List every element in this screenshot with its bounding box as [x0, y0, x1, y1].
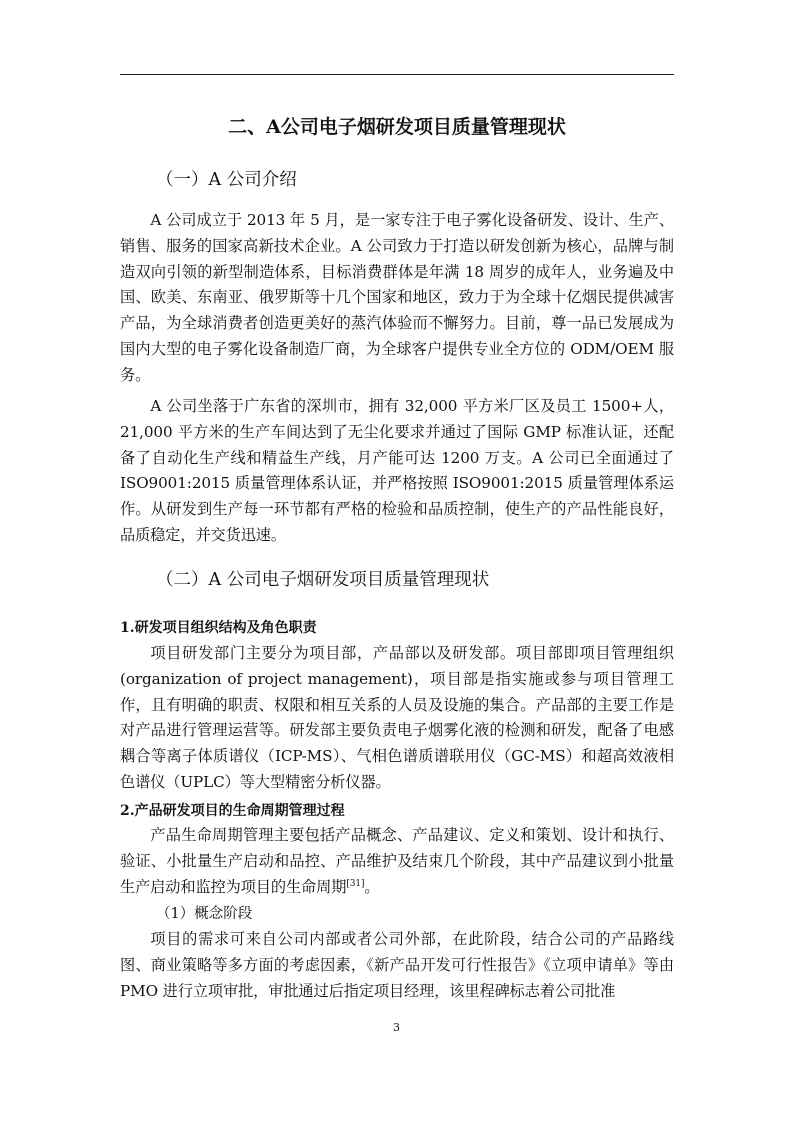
- header-rule: [120, 74, 674, 75]
- subheading-lifecycle: 2.产品研发项目的生命周期管理过程: [120, 803, 345, 819]
- page-number: 3: [393, 1021, 400, 1034]
- concept-stage-paragraph: 项目的需求可来自公司内部或者公司外部，在此阶段，结合公司的产品路线图、商业策略等多方面的考虑因素，《新产品开发可行性报告》《立项申请单》等由 PMO 进行立项审批，审批通过后指定项目经理，该里程碑标志着公司批准: [120, 930, 674, 1000]
- company-intro-paragraph-1: A 公司成立于 2013 年 5 月，是一家专注于电子雾化设备研发、设计、生产、销售、服务的国家高新技术企业。A 公司致力于打造以研发创新为核心，品牌与制造双向引领的新型制造体系，目标消费群体是年满 18 周岁的成年人，业务遍及中国、欧美、东南亚、俄罗斯等十几个国家和地区，致力于为全球十亿烟民提供减害产品，为全球消费者创造更美好的蒸汽体验而不懈努力。目前，尊一品已发展成为国内大型的电子雾化设备制造厂商，为全球客户提供专业全方位的 ODM/OEM 服务。: [120, 211, 674, 384]
- citation-marker: [31]: [346, 878, 365, 889]
- lifecycle-paragraph: [120, 823, 674, 900]
- section-title-company-intro: （一）A 公司介绍: [156, 170, 297, 190]
- concept-stage-label: （1）概念阶段: [156, 906, 253, 922]
- org-structure-paragraph: 项目研发部门主要分为项目部，产品部以及研发部。项目部即项目管理组织 (organization of project management)，项目部是指实施或参与项目管理工作，且有明确的职责、权限和相互关系的人员及设施的集合。产品部的主要工作是对产品进行管理运营等。研发部主要负责电子烟雾化液的检测和研发，配备了电感耦合等离子体质谱仪（ICP-MS）、气相色谱质谱联用仪（GC-MS）和超高效液相色谱仪（UPLC）等大型精密分析仪器。: [120, 644, 674, 791]
- chapter-title: 二、A公司电子烟研发项目质量管理现状: [228, 116, 566, 138]
- lifecycle-paragraph-end: 。: [364, 877, 380, 896]
- subheading-org-structure: 1.研发项目组织结构及角色职责: [120, 620, 317, 636]
- lifecycle-paragraph-text: 产品生命周期管理主要包括产品概念、产品建议、定义和策划、设计和执行、验证、小批量生产启动和品控、产品维护及结束几个阶段，其中产品建议到小批量生产启动和监控为项目的生命周期: [120, 826, 674, 896]
- section-title-quality-status: （二）A 公司电子烟研发项目质量管理现状: [156, 570, 490, 590]
- company-intro-paragraph-2: A 公司坐落于广东省的深圳市，拥有 32,000 平方米厂区及员工 1500+人，21,000 平方米的生产车间达到了无尘化要求并通过了国际 GMP 标准认证，还配备了自动化生产线和精益生产线，月产能可达 1200 万支。A 公司已全面通过了 ISO9001:2015 质量管理体系认证，并严格按照 ISO9001:2015 质量管理体系运作。从研发到生产每一环节都有严格的检验和品质控制，使生产的产品性能良好，品质稳定，并交货迅速。: [120, 397, 674, 544]
